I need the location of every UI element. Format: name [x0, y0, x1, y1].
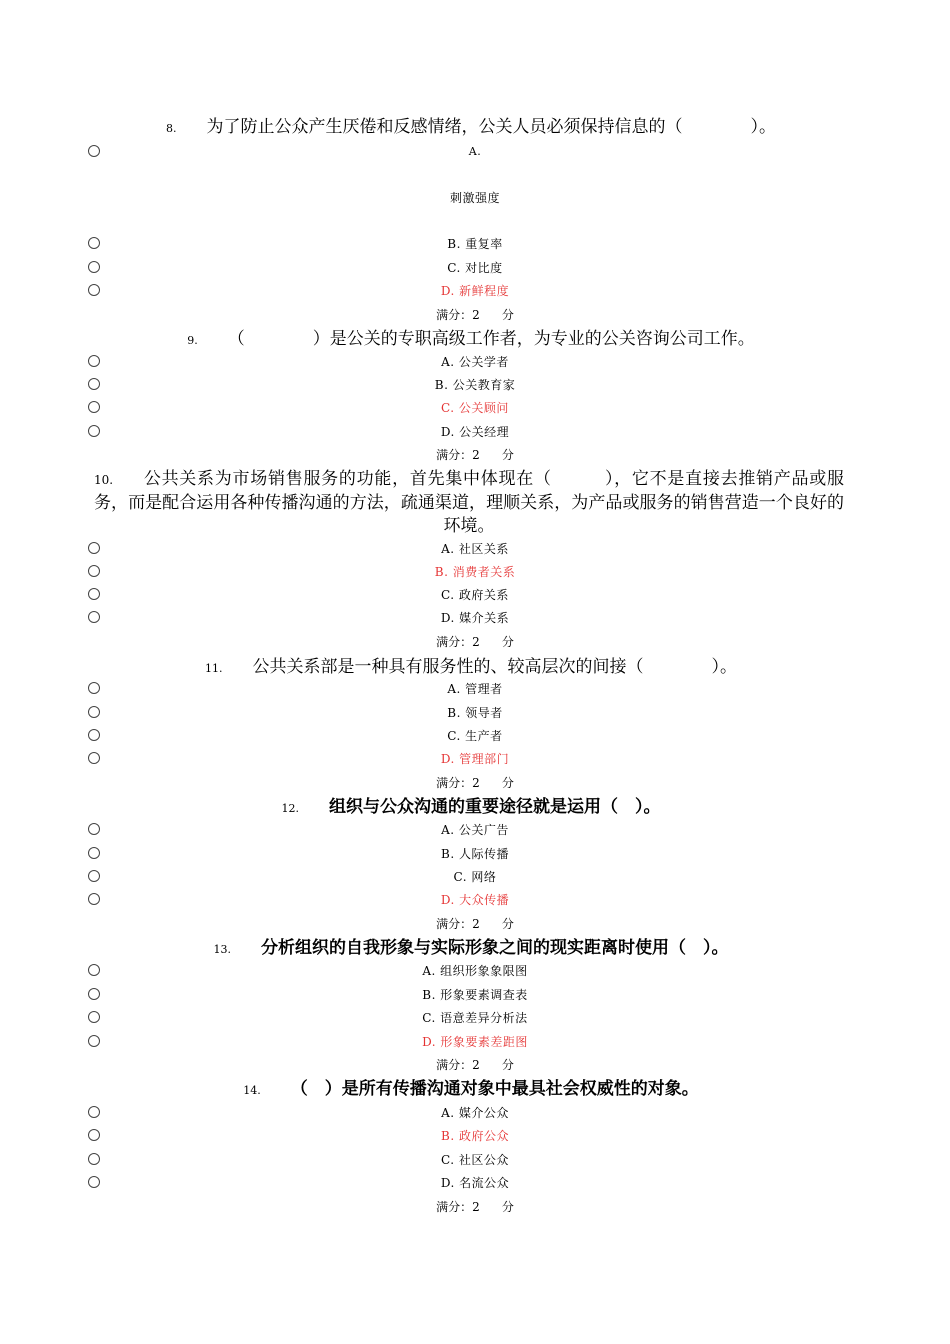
option-11a[interactable]: [0, 679, 950, 699]
option-label: A. 社区关系: [441, 542, 509, 556]
option-label: B. 形象要素调查表: [422, 988, 528, 1002]
option-12a[interactable]: [0, 820, 950, 840]
option-label: C. 政府关系: [441, 588, 509, 602]
question-number: 9.: [187, 334, 198, 347]
score-line: [0, 773, 950, 793]
option-label: D. 名流公众: [440, 1176, 510, 1190]
score-unit: 分: [501, 635, 514, 649]
question-number: 14.: [243, 1084, 261, 1097]
option-10d[interactable]: [0, 608, 950, 628]
score-label: 满分：2: [436, 776, 480, 790]
question-9: [92, 328, 850, 352]
option-label-answer: D. 大众传播: [440, 893, 510, 907]
score-line: [0, 445, 950, 465]
score-line: [0, 914, 950, 934]
option-label: A. 公关广告: [441, 823, 509, 837]
question-number: 11.: [205, 662, 223, 675]
option-12b[interactable]: [0, 844, 950, 864]
question-text: 公共关系部是一种具有服务性的、较高层次的间接（ ）。: [252, 657, 737, 677]
option-14b[interactable]: [0, 1126, 950, 1146]
option-11d[interactable]: [0, 749, 950, 769]
question-text: 分析组织的自我形象与实际形象之间的现实距离时使用（ ）。: [261, 938, 729, 958]
score-line: [0, 305, 950, 325]
option-label-answer: D. 新鲜程度: [440, 284, 510, 298]
question-text: （ ）是公关的专职高级工作者，为专业的公关咨询公司工作。: [227, 329, 755, 349]
option-8a[interactable]: [0, 142, 950, 162]
question-text: 为了防止公众产生厌倦和反感情绪，公关人员必须保持信息的（ ）。: [206, 117, 776, 137]
option-14d[interactable]: [0, 1173, 950, 1193]
score-label: 满分：2: [436, 1058, 480, 1072]
option-11c[interactable]: [0, 726, 950, 746]
question-12: [92, 796, 850, 820]
option-14c[interactable]: [0, 1150, 950, 1170]
option-label-answer: B. 政府公众: [441, 1129, 509, 1143]
option-label: B. 重复率: [447, 237, 503, 251]
option-10c[interactable]: [0, 585, 950, 605]
option-9a[interactable]: [0, 352, 950, 372]
option-label-answer: D. 管理部门: [440, 752, 510, 766]
question-text: 组织与公众沟通的重要途径就是运用（ ）。: [329, 797, 661, 817]
option-label: C. 语意差异分析法: [422, 1011, 528, 1025]
score-unit: 分: [501, 776, 514, 790]
option-label: A. 管理者: [447, 682, 503, 696]
option-label: B. 领导者: [447, 706, 503, 720]
score-unit: 分: [501, 448, 514, 462]
option-14a[interactable]: [0, 1103, 950, 1123]
score-unit: 分: [501, 917, 514, 931]
question-number: 8.: [166, 122, 177, 135]
option-13c[interactable]: [0, 1008, 950, 1028]
score-line: [0, 1055, 950, 1075]
option-8b[interactable]: [0, 234, 950, 254]
option-8c[interactable]: [0, 258, 950, 278]
score-line: [0, 1197, 950, 1217]
score-label: 满分：2: [436, 308, 480, 322]
option-12c[interactable]: [0, 867, 950, 887]
option-9d[interactable]: [0, 422, 950, 442]
question-number: 12.: [281, 802, 299, 815]
score-label: 满分：2: [436, 635, 480, 649]
option-label: D. 媒介关系: [440, 611, 510, 625]
question-14: [92, 1078, 850, 1102]
question-11: [92, 656, 850, 680]
question-10: [94, 468, 844, 538]
question-number: 10.: [94, 473, 114, 487]
question-text: 公共关系为市场销售服务的功能，首先集中体现在（ ），它不是直接去推销产品或服务，而是配合运用各种传播沟通的方法，疏通渠道，理顺关系，为产品或服务的销售营造一个良好的环境。: [94, 469, 844, 536]
score-label: 满分：2: [436, 448, 480, 462]
option-10a[interactable]: [0, 539, 950, 559]
option-label: A. 媒介公众: [441, 1106, 509, 1120]
option-label-answer: B. 消费者关系: [434, 565, 516, 579]
option-9c[interactable]: [0, 398, 950, 418]
score-unit: 分: [501, 1058, 514, 1072]
option-label: B. 人际传播: [441, 847, 509, 861]
score-label: 满分：2: [436, 917, 480, 931]
option-letter: A.: [468, 145, 482, 158]
option-label: C. 网络: [453, 870, 497, 884]
option-label: B. 公关教育家: [434, 378, 516, 392]
question-13: [92, 937, 850, 961]
option-label-answer: C. 公关顾问: [441, 401, 509, 415]
score-unit: 分: [501, 308, 514, 322]
option-text: 刺激强度: [449, 191, 500, 205]
option-label: C. 社区公众: [441, 1153, 509, 1167]
option-12d[interactable]: [0, 890, 950, 910]
option-label: C. 生产者: [447, 729, 503, 743]
option-11b[interactable]: [0, 703, 950, 723]
score-line: [0, 632, 950, 652]
option-13a[interactable]: [0, 961, 950, 981]
option-13b[interactable]: [0, 985, 950, 1005]
option-9b[interactable]: [0, 375, 950, 395]
option-label: A. 公关学者: [441, 355, 509, 369]
question-text: （ ）是所有传播沟通对象中最具社会权威性的对象。: [290, 1079, 699, 1099]
question-number: 13.: [213, 943, 231, 956]
option-label: C. 对比度: [447, 261, 503, 275]
option-8d[interactable]: [0, 281, 950, 301]
option-label: A. 组织形象象限图: [422, 964, 528, 978]
option-13d[interactable]: [0, 1032, 950, 1052]
question-8: [92, 116, 850, 140]
score-unit: 分: [501, 1200, 514, 1214]
option-label: D. 公关经理: [440, 425, 510, 439]
option-label-answer: D. 形象要素差距图: [422, 1035, 528, 1049]
score-label: 满分：2: [436, 1200, 480, 1214]
option-10b[interactable]: [0, 562, 950, 582]
